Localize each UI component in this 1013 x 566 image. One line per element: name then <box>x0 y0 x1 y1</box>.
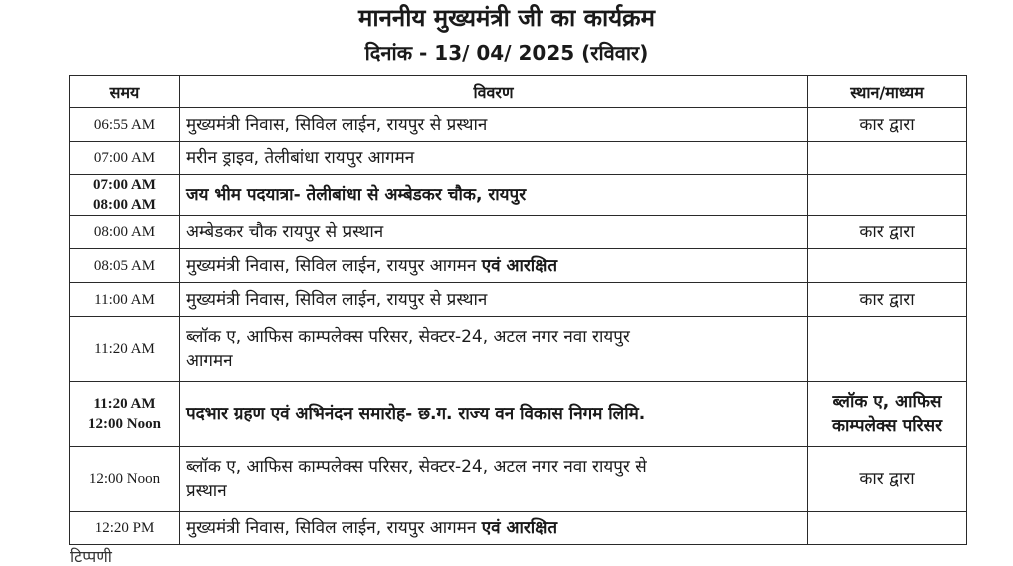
reserved-text: एवं आरक्षित <box>481 255 558 276</box>
time-cell: 11:00 AM <box>70 283 180 317</box>
footer-note: टिप्पणी <box>70 547 112 566</box>
place-cell <box>808 175 967 216</box>
place-line: काम्पलेक्स परिसर <box>831 416 943 436</box>
description-cell: मरीन ड्राइव, तेलीबांधा रायपुर आगमन <box>180 142 808 175</box>
time-cell: 07:00 AM <box>70 142 180 175</box>
end-time: 08:00 AM <box>93 197 156 213</box>
time-cell: 06:55 AM <box>70 108 180 142</box>
description-cell <box>180 512 808 545</box>
date-line: दिनांक - 13/ 04/ 2025 (रविवार) <box>364 41 649 65</box>
place-cell <box>808 142 967 175</box>
description-cell <box>180 317 808 382</box>
description-cell: जय भीम पदयात्रा- तेलीबांधा से अम्बेडकर चौक, रायपुर <box>180 175 808 216</box>
table-row <box>70 142 967 175</box>
time-cell <box>70 175 180 216</box>
column-header-place: स्थान/माध्यम <box>808 76 967 108</box>
description-cell <box>180 447 808 512</box>
description-line: आगमन <box>186 351 233 371</box>
table-row <box>70 382 967 447</box>
place-cell: कार द्वारा <box>808 447 967 512</box>
start-time: 11:20 AM <box>93 396 156 412</box>
description-cell: अम्बेडकर चौक रायपुर से प्रस्थान <box>180 216 808 249</box>
table-row <box>70 175 967 216</box>
end-time: 12:00 Noon <box>88 416 161 432</box>
place-cell: कार द्वारा <box>808 283 967 317</box>
table-header-row <box>70 76 967 108</box>
table-row <box>70 216 967 249</box>
place-cell <box>808 249 967 283</box>
start-time: 07:00 AM <box>93 177 156 193</box>
table-row <box>70 249 967 283</box>
column-header-time: समय <box>70 76 180 108</box>
place-cell <box>808 382 967 447</box>
time-cell <box>70 382 180 447</box>
page-title: माननीय मुख्यमंत्री जी का कार्यक्रम <box>358 4 655 32</box>
place-cell: कार द्वारा <box>808 216 967 249</box>
description-cell: मुख्यमंत्री निवास, सिविल लाईन, रायपुर से प्रस्थान <box>180 108 808 142</box>
description-line: ब्लॉक ए, आफिस काम्पलेक्स परिसर, सेक्टर-24, अटल नगर नवा रायपुर <box>186 327 630 347</box>
schedule-table <box>69 75 967 545</box>
place-line: ब्लॉक ए, आफिस <box>832 392 942 412</box>
table-row <box>70 283 967 317</box>
description-line: प्रस्थान <box>186 481 227 501</box>
table-row <box>70 447 967 512</box>
description-text: मुख्यमंत्री निवास, सिविल लाईन, रायपुर आगमन <box>186 518 477 538</box>
time-cell: 12:20 PM <box>70 512 180 545</box>
place-cell <box>808 512 967 545</box>
description-cell <box>180 249 808 283</box>
description-cell: पदभार ग्रहण एवं अभिनंदन समारोह- छ.ग. राज्य वन विकास निगम लिमि. <box>180 382 808 447</box>
time-cell: 12:00 Noon <box>70 447 180 512</box>
description-cell: मुख्यमंत्री निवास, सिविल लाईन, रायपुर से प्रस्थान <box>180 283 808 317</box>
place-cell: कार द्वारा <box>808 108 967 142</box>
time-cell: 08:00 AM <box>70 216 180 249</box>
column-header-description: विवरण <box>180 76 808 108</box>
table-row <box>70 317 967 382</box>
table-row <box>70 108 967 142</box>
description-text: मुख्यमंत्री निवास, सिविल लाईन, रायपुर आगमन <box>186 255 477 276</box>
table-row <box>70 512 967 545</box>
time-cell: 08:05 AM <box>70 249 180 283</box>
time-cell: 11:20 AM <box>70 317 180 382</box>
description-line: ब्लॉक ए, आफिस काम्पलेक्स परिसर, सेक्टर-24, अटल नगर नवा रायपुर से <box>186 457 647 477</box>
place-cell <box>808 317 967 382</box>
reserved-text: एवं आरक्षित <box>481 518 558 538</box>
